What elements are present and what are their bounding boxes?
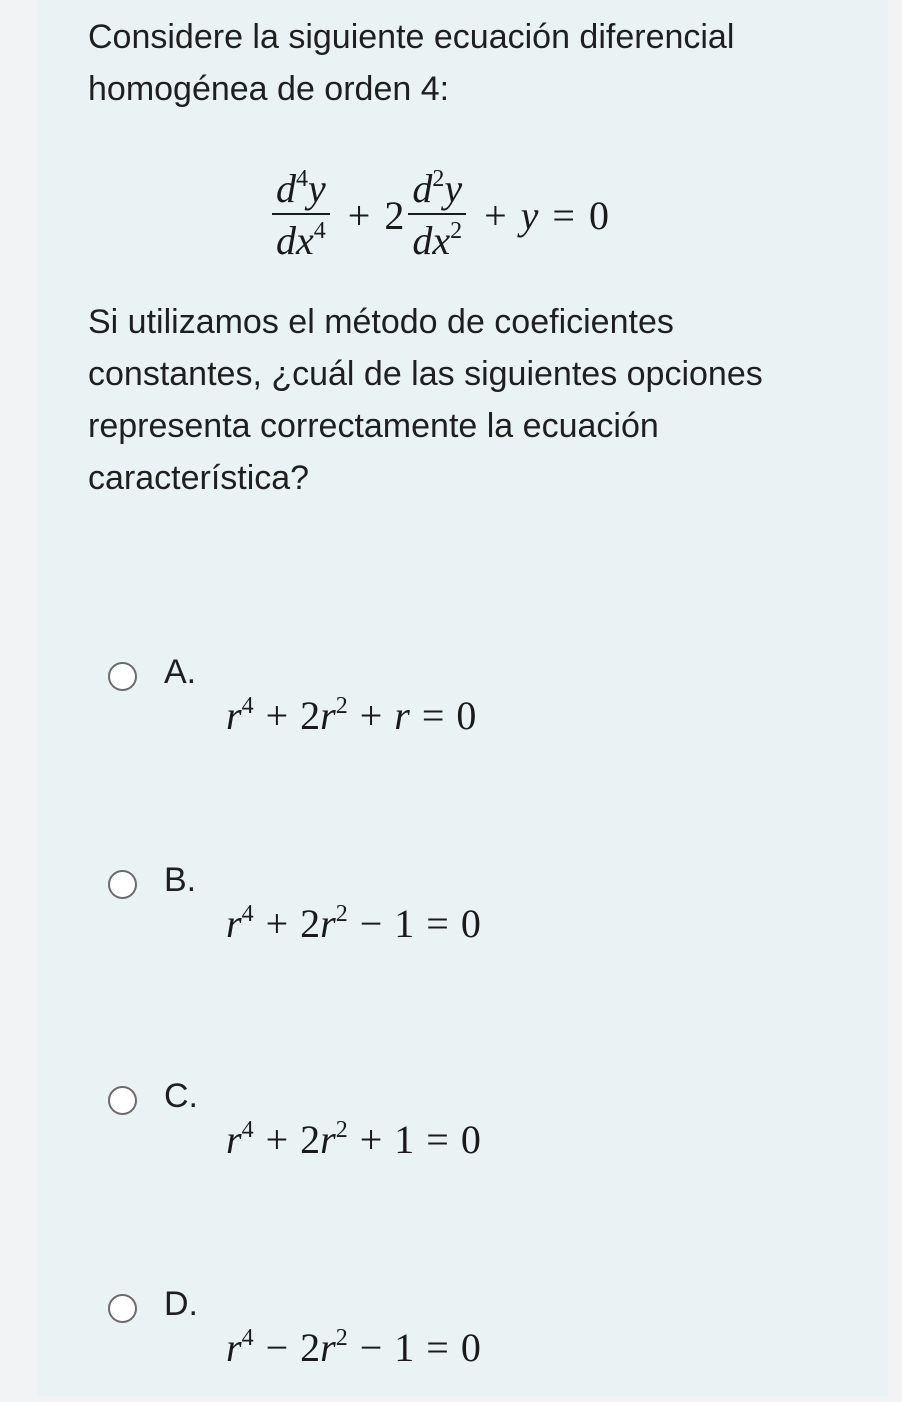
option-equation: $r^4 + 2r^2 - 1 = 0$: [226, 901, 481, 946]
option-d[interactable]: [108, 1282, 808, 1402]
plus-sign: +: [484, 192, 507, 238]
rhs-zero: 0: [588, 192, 609, 238]
option-equation: $r^4 - 2r^2 - 1 = 0$: [226, 1325, 481, 1370]
option-b[interactable]: [108, 858, 808, 978]
question-prompt: Si utilizamos el método de coeficientes constantes, ¿cuál de las siguientes opciones representa correctamente la ecuación característica?: [88, 303, 763, 497]
radio-button-a[interactable]: [108, 662, 137, 691]
option-letter: B.: [164, 861, 197, 899]
option-equation: $r^4 + 2r^2 + r = 0$: [226, 693, 477, 738]
option-letter: D.: [164, 1285, 198, 1323]
option-equation: $r^4 + 2r^2 + 1 = 0$: [226, 1117, 481, 1162]
radio-button-d[interactable]: [108, 1294, 137, 1323]
option-letter: C.: [164, 1077, 198, 1115]
y-term: y: [520, 192, 539, 238]
coefficient: 2: [384, 192, 405, 238]
option-letter: A.: [164, 653, 197, 691]
question-intro: Considere la siguiente ecuación diferencial homogénea de orden 4:: [88, 18, 735, 108]
plus-sign: +: [347, 192, 371, 238]
fraction-d4y-dx4: $\frac{d^4y}{dx^4}$: [272, 167, 330, 263]
option-c[interactable]: [108, 1074, 808, 1194]
radio-button-c[interactable]: [108, 1086, 137, 1115]
equals-sign: =: [552, 192, 575, 238]
option-a[interactable]: [108, 650, 808, 770]
differential-equation: [268, 160, 609, 270]
fraction-d2y-dx2: $\frac{d^2y}{dx^2}$: [408, 167, 466, 263]
radio-button-b[interactable]: [108, 870, 137, 899]
